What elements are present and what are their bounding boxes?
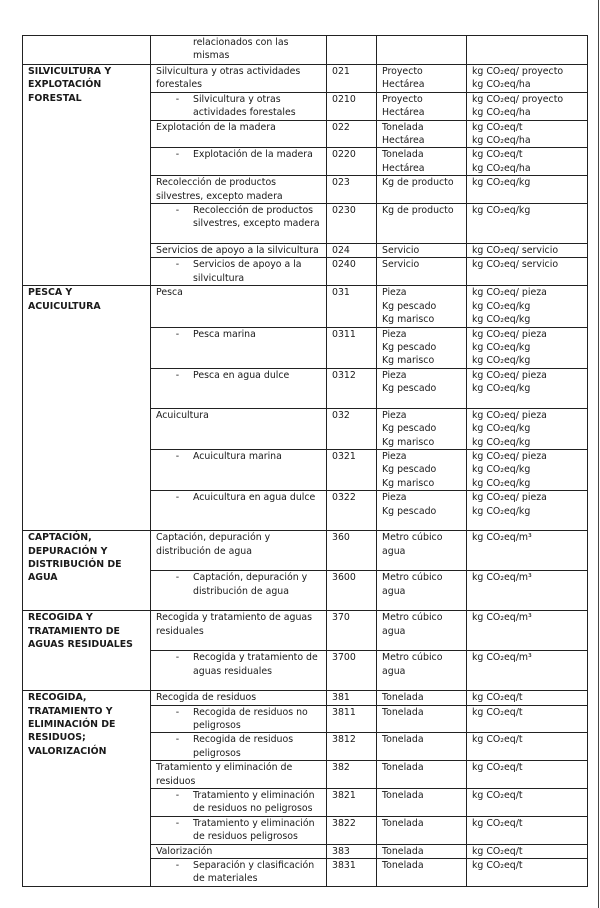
unit-text: Hectárea	[382, 135, 425, 147]
code-cell	[327, 204, 377, 244]
bullet-dash: -	[175, 652, 180, 664]
factor-text: kg CO₂eq/ha	[472, 79, 531, 91]
activity-text: Recogida y tratamiento de aguas residuales	[156, 612, 313, 637]
activity-cell	[151, 36, 327, 65]
activity-cell	[151, 120, 327, 148]
factor-text: kg CO₂eq/t	[472, 817, 523, 829]
activity-code: 0220	[332, 149, 356, 161]
activity-cell	[151, 244, 327, 258]
activity-cell	[151, 148, 327, 176]
factor-text: kg CO₂eq/ servicio	[472, 259, 559, 271]
category-cell	[23, 611, 151, 691]
activity-text: Recogida de residuos peligrosos	[193, 734, 294, 759]
unit-cell	[377, 491, 467, 531]
bullet-dash: -	[175, 734, 180, 746]
factor-text: kg CO₂eq/m³	[472, 572, 532, 584]
category-label: RECOGIDA, TRATAMIENTO Y ELIMINACIÓN DE RESIDUOS; VALORIZACIÓN	[28, 692, 116, 757]
code-cell	[327, 258, 377, 286]
factor-cell	[467, 571, 588, 611]
unit-cell	[377, 408, 467, 449]
factor-text: kg CO₂eq/ pieza	[472, 287, 547, 299]
unit-text: Kg de producto	[382, 205, 454, 217]
factor-text: kg CO₂eq/kg	[472, 477, 531, 489]
unit-text: Kg de producto	[382, 177, 454, 189]
factor-cell	[467, 816, 588, 844]
category-label: CAPTACIÓN, DEPURACIÓN Y DISTRIBUCIÓN DE AGUA	[28, 532, 122, 584]
factor-text: kg CO₂eq/ha	[472, 135, 531, 147]
activity-text: Separación y clasificación de materiales	[193, 860, 315, 885]
factor-text: kg CO₂eq/t	[472, 734, 523, 746]
activity-code: 3811	[332, 706, 356, 718]
unit-cell	[377, 244, 467, 258]
unit-text: Hectárea	[382, 162, 425, 174]
bullet-dash: -	[175, 93, 180, 105]
activity-cell	[151, 691, 327, 705]
activity-text: Acuicultura en agua dulce	[193, 492, 316, 504]
activity-code: 024	[332, 245, 350, 257]
code-cell	[327, 844, 377, 858]
factor-text: kg CO₂eq/t	[472, 149, 523, 161]
bullet-dash: -	[175, 706, 180, 718]
unit-text: Tonelada	[382, 706, 424, 718]
unit-cell	[377, 859, 467, 887]
activity-cell	[151, 258, 327, 286]
unit-cell	[377, 368, 467, 408]
unit-cell-empty	[377, 36, 467, 65]
activity-code: 3700	[332, 652, 356, 664]
activity-cell	[151, 368, 327, 408]
activity-code: 382	[332, 762, 350, 774]
bullet-dash: -	[175, 149, 180, 161]
code-cell-empty	[327, 36, 377, 65]
unit-cell	[377, 733, 467, 761]
factor-cell	[467, 761, 588, 789]
unit-cell	[377, 120, 467, 148]
factor-cell	[467, 244, 588, 258]
factor-cell	[467, 611, 588, 651]
unit-text: Pieza	[382, 369, 407, 381]
factor-cell	[467, 148, 588, 176]
activity-code: 0321	[332, 450, 356, 462]
factor-cell	[467, 92, 588, 120]
code-cell	[327, 611, 377, 651]
unit-cell	[377, 651, 467, 691]
activity-code: 360	[332, 532, 350, 544]
category-label: SILVICULTURA Y EXPLOTACIÓN FORESTAL	[28, 66, 112, 104]
unit-cell	[377, 148, 467, 176]
factor-text: kg CO₂eq/kg	[472, 383, 531, 395]
category-label: PESCA Y ACUICULTURA	[28, 287, 101, 312]
activity-code: 031	[332, 287, 350, 299]
unit-text: Tonelada	[382, 121, 424, 133]
activity-text: Servicios de apoyo a la silvicultura	[193, 259, 302, 284]
bullet-dash: -	[175, 860, 180, 872]
code-cell	[327, 327, 377, 368]
activity-cell	[151, 705, 327, 733]
activity-cell	[151, 761, 327, 789]
unit-text: Proyecto	[382, 93, 423, 105]
unit-text: Tonelada	[382, 845, 424, 857]
activity-code: 3812	[332, 734, 356, 746]
code-cell	[327, 92, 377, 120]
unit-text: Pieza	[382, 492, 407, 504]
factor-cell	[467, 844, 588, 858]
activity-text: Recogida de residuos	[156, 692, 257, 704]
activity-text: Explotación de la madera	[193, 149, 313, 161]
unit-text: Pieza	[382, 287, 407, 299]
unit-text: Tonelada	[382, 790, 424, 801]
code-cell	[327, 65, 377, 93]
factor-text: kg CO₂eq/t	[472, 121, 523, 133]
category-cell	[23, 691, 151, 887]
activity-text: Captación, depuración y distribución de agua	[156, 532, 271, 557]
code-cell	[327, 368, 377, 408]
activity-cell	[151, 491, 327, 531]
activity-code: 023	[332, 177, 350, 189]
factor-cell	[467, 327, 588, 368]
unit-text: Pieza	[382, 328, 407, 340]
factor-cell	[467, 286, 588, 327]
activity-cell	[151, 176, 327, 204]
factor-cell	[467, 491, 588, 531]
factor-text: kg CO₂eq/ proyecto	[472, 93, 564, 105]
unit-text: Kg pescado	[382, 464, 437, 476]
activity-code: 022	[332, 121, 350, 133]
factor-text: kg CO₂eq/kg	[472, 314, 531, 326]
activity-code: 3822	[332, 817, 356, 829]
bullet-dash: -	[175, 328, 180, 340]
unit-text: Proyecto	[382, 66, 423, 77]
table-row	[23, 611, 588, 651]
code-cell	[327, 733, 377, 761]
factor-text: kg CO₂eq/ pieza	[472, 492, 547, 504]
activity-cell	[151, 733, 327, 761]
factor-text: kg CO₂eq/t	[472, 790, 523, 801]
activity-text: Acuicultura	[156, 409, 209, 421]
factor-text: kg CO₂eq/m³	[472, 612, 532, 624]
factor-text: kg CO₂eq/kg	[472, 205, 531, 217]
factor-text: kg CO₂eq/kg	[472, 505, 531, 517]
unit-text: Tonelada	[382, 817, 424, 829]
factor-text: kg CO₂eq/kg	[472, 355, 531, 367]
code-cell	[327, 691, 377, 705]
page-edge-line	[598, 0, 599, 908]
unit-cell	[377, 65, 467, 93]
factor-cell	[467, 204, 588, 244]
factor-cell-empty	[467, 36, 588, 65]
unit-text: Kg marisco	[382, 436, 435, 448]
code-cell	[327, 120, 377, 148]
code-cell	[327, 244, 377, 258]
factor-text: kg CO₂eq/ pieza	[472, 328, 547, 340]
activity-code: 370	[332, 612, 350, 624]
unit-cell	[377, 761, 467, 789]
code-cell	[327, 651, 377, 691]
unit-text: Kg marisco	[382, 355, 435, 367]
unit-text: Kg pescado	[382, 383, 437, 395]
activity-cell	[151, 531, 327, 571]
unit-text: Tonelada	[382, 692, 424, 704]
unit-text: Pieza	[382, 409, 407, 421]
activity-text: Pesca	[156, 287, 183, 299]
activity-cell	[151, 571, 327, 611]
activity-text: Silvicultura y otras actividades forestales	[156, 66, 301, 91]
unit-text: Metro cúbico agua	[382, 652, 443, 677]
code-cell	[327, 148, 377, 176]
activity-cell	[151, 816, 327, 844]
activity-cell	[151, 408, 327, 449]
unit-cell	[377, 92, 467, 120]
activity-cell	[151, 65, 327, 93]
activity-code: 3821	[332, 790, 356, 801]
activity-code: 3831	[332, 860, 356, 872]
activity-text: Recolección de productos silvestres, excepto madera	[193, 205, 320, 230]
unit-text: Tonelada	[382, 762, 424, 774]
code-cell	[327, 286, 377, 327]
activity-code: 0230	[332, 205, 356, 217]
factor-cell	[467, 176, 588, 204]
activity-text: Acuicultura marina	[193, 450, 282, 462]
bullet-dash: -	[175, 492, 180, 504]
factor-text: kg CO₂eq/t	[472, 706, 523, 718]
factor-cell	[467, 691, 588, 705]
unit-cell	[377, 705, 467, 733]
activity-text: Recogida y tratamiento de aguas residuales	[193, 652, 318, 677]
unit-text: Hectárea	[382, 79, 425, 91]
activity-cell	[151, 651, 327, 691]
code-cell	[327, 761, 377, 789]
unit-cell	[377, 789, 467, 817]
activity-code: 0210	[332, 93, 356, 105]
code-cell	[327, 408, 377, 449]
activity-text: Servicios de apoyo a la silvicultura	[156, 245, 319, 257]
factor-text: kg CO₂eq/ servicio	[472, 245, 559, 257]
activity-code: 383	[332, 845, 350, 857]
factor-cell	[467, 733, 588, 761]
activity-text: Recolección de productos silvestres, excepto madera	[156, 177, 283, 202]
factor-cell	[467, 705, 588, 733]
unit-text: Kg pescado	[382, 341, 437, 353]
unit-text: Tonelada	[382, 734, 424, 746]
activity-cell	[151, 204, 327, 244]
unit-cell	[377, 611, 467, 651]
code-cell	[327, 571, 377, 611]
code-cell	[327, 816, 377, 844]
activity-cell	[151, 286, 327, 327]
activity-text: Tratamiento y eliminación de residuos	[156, 762, 293, 787]
activity-cell	[151, 92, 327, 120]
bullet-dash: -	[175, 817, 180, 829]
factor-cell	[467, 120, 588, 148]
unit-cell	[377, 816, 467, 844]
factor-text: kg CO₂eq/t	[472, 860, 523, 872]
category-cell	[23, 286, 151, 531]
unit-text: Tonelada	[382, 860, 424, 872]
factor-text: kg CO₂eq/kg	[472, 423, 531, 435]
unit-text: Pieza	[382, 450, 407, 462]
category-cell-empty	[23, 36, 151, 65]
activity-text: Explotación de la madera	[156, 121, 276, 133]
activity-code: 0240	[332, 259, 356, 271]
code-cell	[327, 859, 377, 887]
unit-text: Kg marisco	[382, 477, 435, 489]
activity-cell	[151, 611, 327, 651]
activity-text: relacionados con las mismas	[193, 37, 289, 62]
factor-text: kg CO₂eq/kg	[472, 341, 531, 353]
code-cell	[327, 491, 377, 531]
factor-text: kg CO₂eq/ha	[472, 162, 531, 174]
code-cell	[327, 449, 377, 490]
factor-cell	[467, 651, 588, 691]
table-row	[23, 65, 588, 93]
unit-text: Metro cúbico agua	[382, 572, 443, 597]
activity-text: Silvicultura y otras actividades forestales	[193, 93, 296, 119]
bullet-dash: -	[175, 259, 180, 271]
factor-text: kg CO₂eq/ pieza	[472, 450, 547, 462]
unit-text: Kg pescado	[382, 300, 437, 312]
unit-cell	[377, 176, 467, 204]
unit-text: Servicio	[382, 245, 420, 257]
activity-cell	[151, 327, 327, 368]
category-cell	[23, 65, 151, 286]
code-cell	[327, 789, 377, 817]
bullet-dash: -	[175, 450, 180, 462]
activity-cell	[151, 859, 327, 887]
category-cell	[23, 531, 151, 611]
factor-text: kg CO₂eq/ha	[472, 107, 531, 119]
activity-text: Valorización	[156, 845, 213, 857]
unit-text: Kg marisco	[382, 314, 435, 326]
activity-cell	[151, 844, 327, 858]
activity-text: Tratamiento y eliminación de residuos no peligrosos	[193, 790, 315, 815]
unit-cell	[377, 691, 467, 705]
activity-cell	[151, 789, 327, 817]
activity-code: 381	[332, 692, 350, 704]
bullet-dash: -	[175, 572, 180, 584]
factor-text: kg CO₂eq/m³	[472, 652, 532, 664]
activity-cell	[151, 449, 327, 490]
unit-text: Hectárea	[382, 107, 425, 119]
unit-cell	[377, 531, 467, 571]
table-row-continuation	[23, 36, 588, 65]
unit-text: Metro cúbico agua	[382, 532, 443, 557]
activity-text: Pesca marina	[193, 328, 256, 340]
code-cell	[327, 531, 377, 571]
factor-text: kg CO₂eq/ pieza	[472, 369, 547, 381]
activity-code: 032	[332, 409, 350, 421]
factor-text: kg CO₂eq/t	[472, 692, 523, 704]
bullet-dash: -	[175, 790, 180, 801]
code-cell	[327, 705, 377, 733]
factor-text: kg CO₂eq/ proyecto	[472, 66, 564, 77]
factor-text: kg CO₂eq/t	[472, 762, 523, 774]
factor-cell	[467, 789, 588, 817]
table-row	[23, 531, 588, 571]
activity-text: Pesca en agua dulce	[193, 369, 290, 381]
unit-text: Servicio	[382, 259, 420, 271]
activity-code: 0322	[332, 492, 356, 504]
factor-cell	[467, 408, 588, 449]
unit-text: Kg pescado	[382, 423, 437, 435]
factor-text: kg CO₂eq/kg	[472, 436, 531, 448]
activity-text: Recogida de residuos no peligrosos	[193, 706, 308, 731]
unit-cell	[377, 327, 467, 368]
unit-cell	[377, 286, 467, 327]
factor-text: kg CO₂eq/kg	[472, 464, 531, 476]
factor-text: kg CO₂eq/kg	[472, 300, 531, 312]
factor-cell	[467, 531, 588, 571]
unit-cell	[377, 258, 467, 286]
code-cell	[327, 176, 377, 204]
factor-cell	[467, 368, 588, 408]
activity-code: 3600	[332, 572, 356, 584]
factor-text: kg CO₂eq/ pieza	[472, 409, 547, 421]
factor-text: kg CO₂eq/kg	[472, 177, 531, 189]
factor-cell	[467, 258, 588, 286]
factor-text: kg CO₂eq/t	[472, 845, 523, 857]
bullet-dash: -	[175, 205, 180, 217]
unit-cell	[377, 204, 467, 244]
unit-cell	[377, 449, 467, 490]
category-label: RECOGIDA Y TRATAMIENTO DE AGUAS RESIDUALES	[28, 612, 133, 650]
activity-code: 0312	[332, 369, 356, 381]
unit-text: Metro cúbico agua	[382, 612, 443, 637]
unit-cell	[377, 571, 467, 611]
activity-code: 0311	[332, 328, 356, 340]
factor-cell	[467, 859, 588, 887]
emission-factors-table	[22, 35, 588, 887]
factor-cell	[467, 65, 588, 93]
unit-cell	[377, 844, 467, 858]
unit-text: Tonelada	[382, 149, 424, 161]
unit-text: Kg pescado	[382, 505, 437, 517]
activity-text: Tratamiento y eliminación de residuos peligrosos	[193, 817, 315, 843]
activity-code: 021	[332, 66, 350, 77]
table-row	[23, 691, 588, 705]
factor-text: kg CO₂eq/m³	[472, 532, 532, 544]
table-row	[23, 286, 588, 327]
bullet-dash: -	[175, 369, 180, 381]
factor-cell	[467, 449, 588, 490]
activity-text: Captación, depuración y distribución de agua	[193, 572, 308, 597]
